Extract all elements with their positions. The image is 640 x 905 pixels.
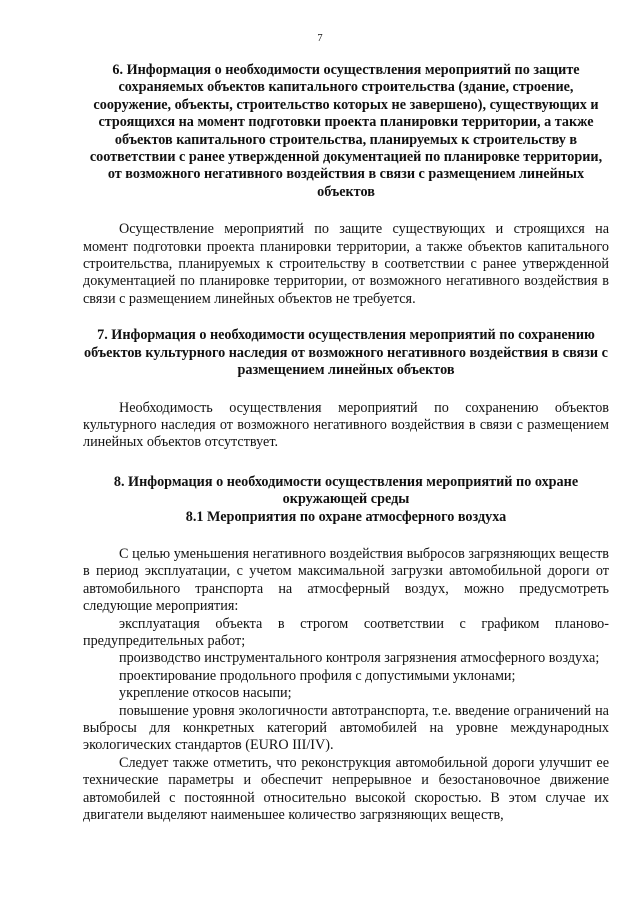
section-8-closing-paragraph: Следует также отметить, что реконструкция автомобильной дороги улучшит ее технические параметры и обеспечит непрерывное и безостановочное движение автомобилей с постоянной относительно высокой скоростью. В этом случае их двигатели выделяют наименьшее количество загрязняющих веществ, [83,754,609,824]
page-number: 7 [317,33,323,44]
measure-item: производство инструментального контроля загрязнения атмосферного воздуха; [119,650,600,667]
section-7-paragraph: Необходимость осуществления мероприятий по сохранению объектов культурного наследия от возможного негативного воздействия в связи с размещением линейных объектов отсутствует. [83,399,609,451]
measure-item: укрепление откосов насыпи; [119,685,292,702]
page-content [83,62,609,824]
section-8-heading: 8. Информация о необходимости осуществления мероприятий по охране окружающей среды [113,473,579,508]
section-6-paragraph: Осуществление мероприятий по защите существующих и строящихся на момент подготовки проекта планировки территории, а также объектов капитального строительства, планируемых к строительству в соответствии с ранее утвержденной документацией по планировке территории, от возможного негативного воздействия в связи с размещением линейных объектов не требуется. [83,221,609,307]
section-6 [83,62,609,308]
section-6-heading: 6. Информация о необходимости осуществления мероприятий по защите сохраняемых объектов капитального строительства (здание, строение, сооружение, объекты, строительство которых не завершено), существующих и строящихся на момент подготовки проекта планировки территории, а также объектов капитального строительства, планируемых к строительству в соответствии с ранее утвержденной документацией по планировке территории, от возможного негативного воздействия в связи с размещением линейных объектов [89,62,603,200]
section-7-heading: 7. Информация о необходимости осуществления мероприятий по сохранению объектов культурного наследия от возможного негативного воздействия в связи с размещением линейных объектов [84,327,608,379]
section-8-1-subheading: 8.1 Мероприятия по охране атмосферного воздуха [185,508,507,525]
measure-item: эксплуатация объекта в строгом соответствии с графиком планово-предупредительных работ; [83,615,609,649]
measure-item: проектирование продольного профиля с допустимыми уклонами; [119,667,516,684]
section-7 [83,327,609,451]
section-8 [83,474,609,825]
measure-item: повышение уровня экологичности автотранспорта, т.е. введение ограничений на выбросы для конкретных категорий автомобилей на уровне международных экологических стандартов (EURO III/IV). [83,702,609,754]
section-8-intro-paragraph: С целью уменьшения негативного воздействия выбросов загрязняющих веществ в период эксплуатации, с учетом максимальной загрузки автомобильной дороги от автомобильного транспорта на атмосферный воздух, можно предусмотреть следующие мероприятия: [83,545,609,615]
